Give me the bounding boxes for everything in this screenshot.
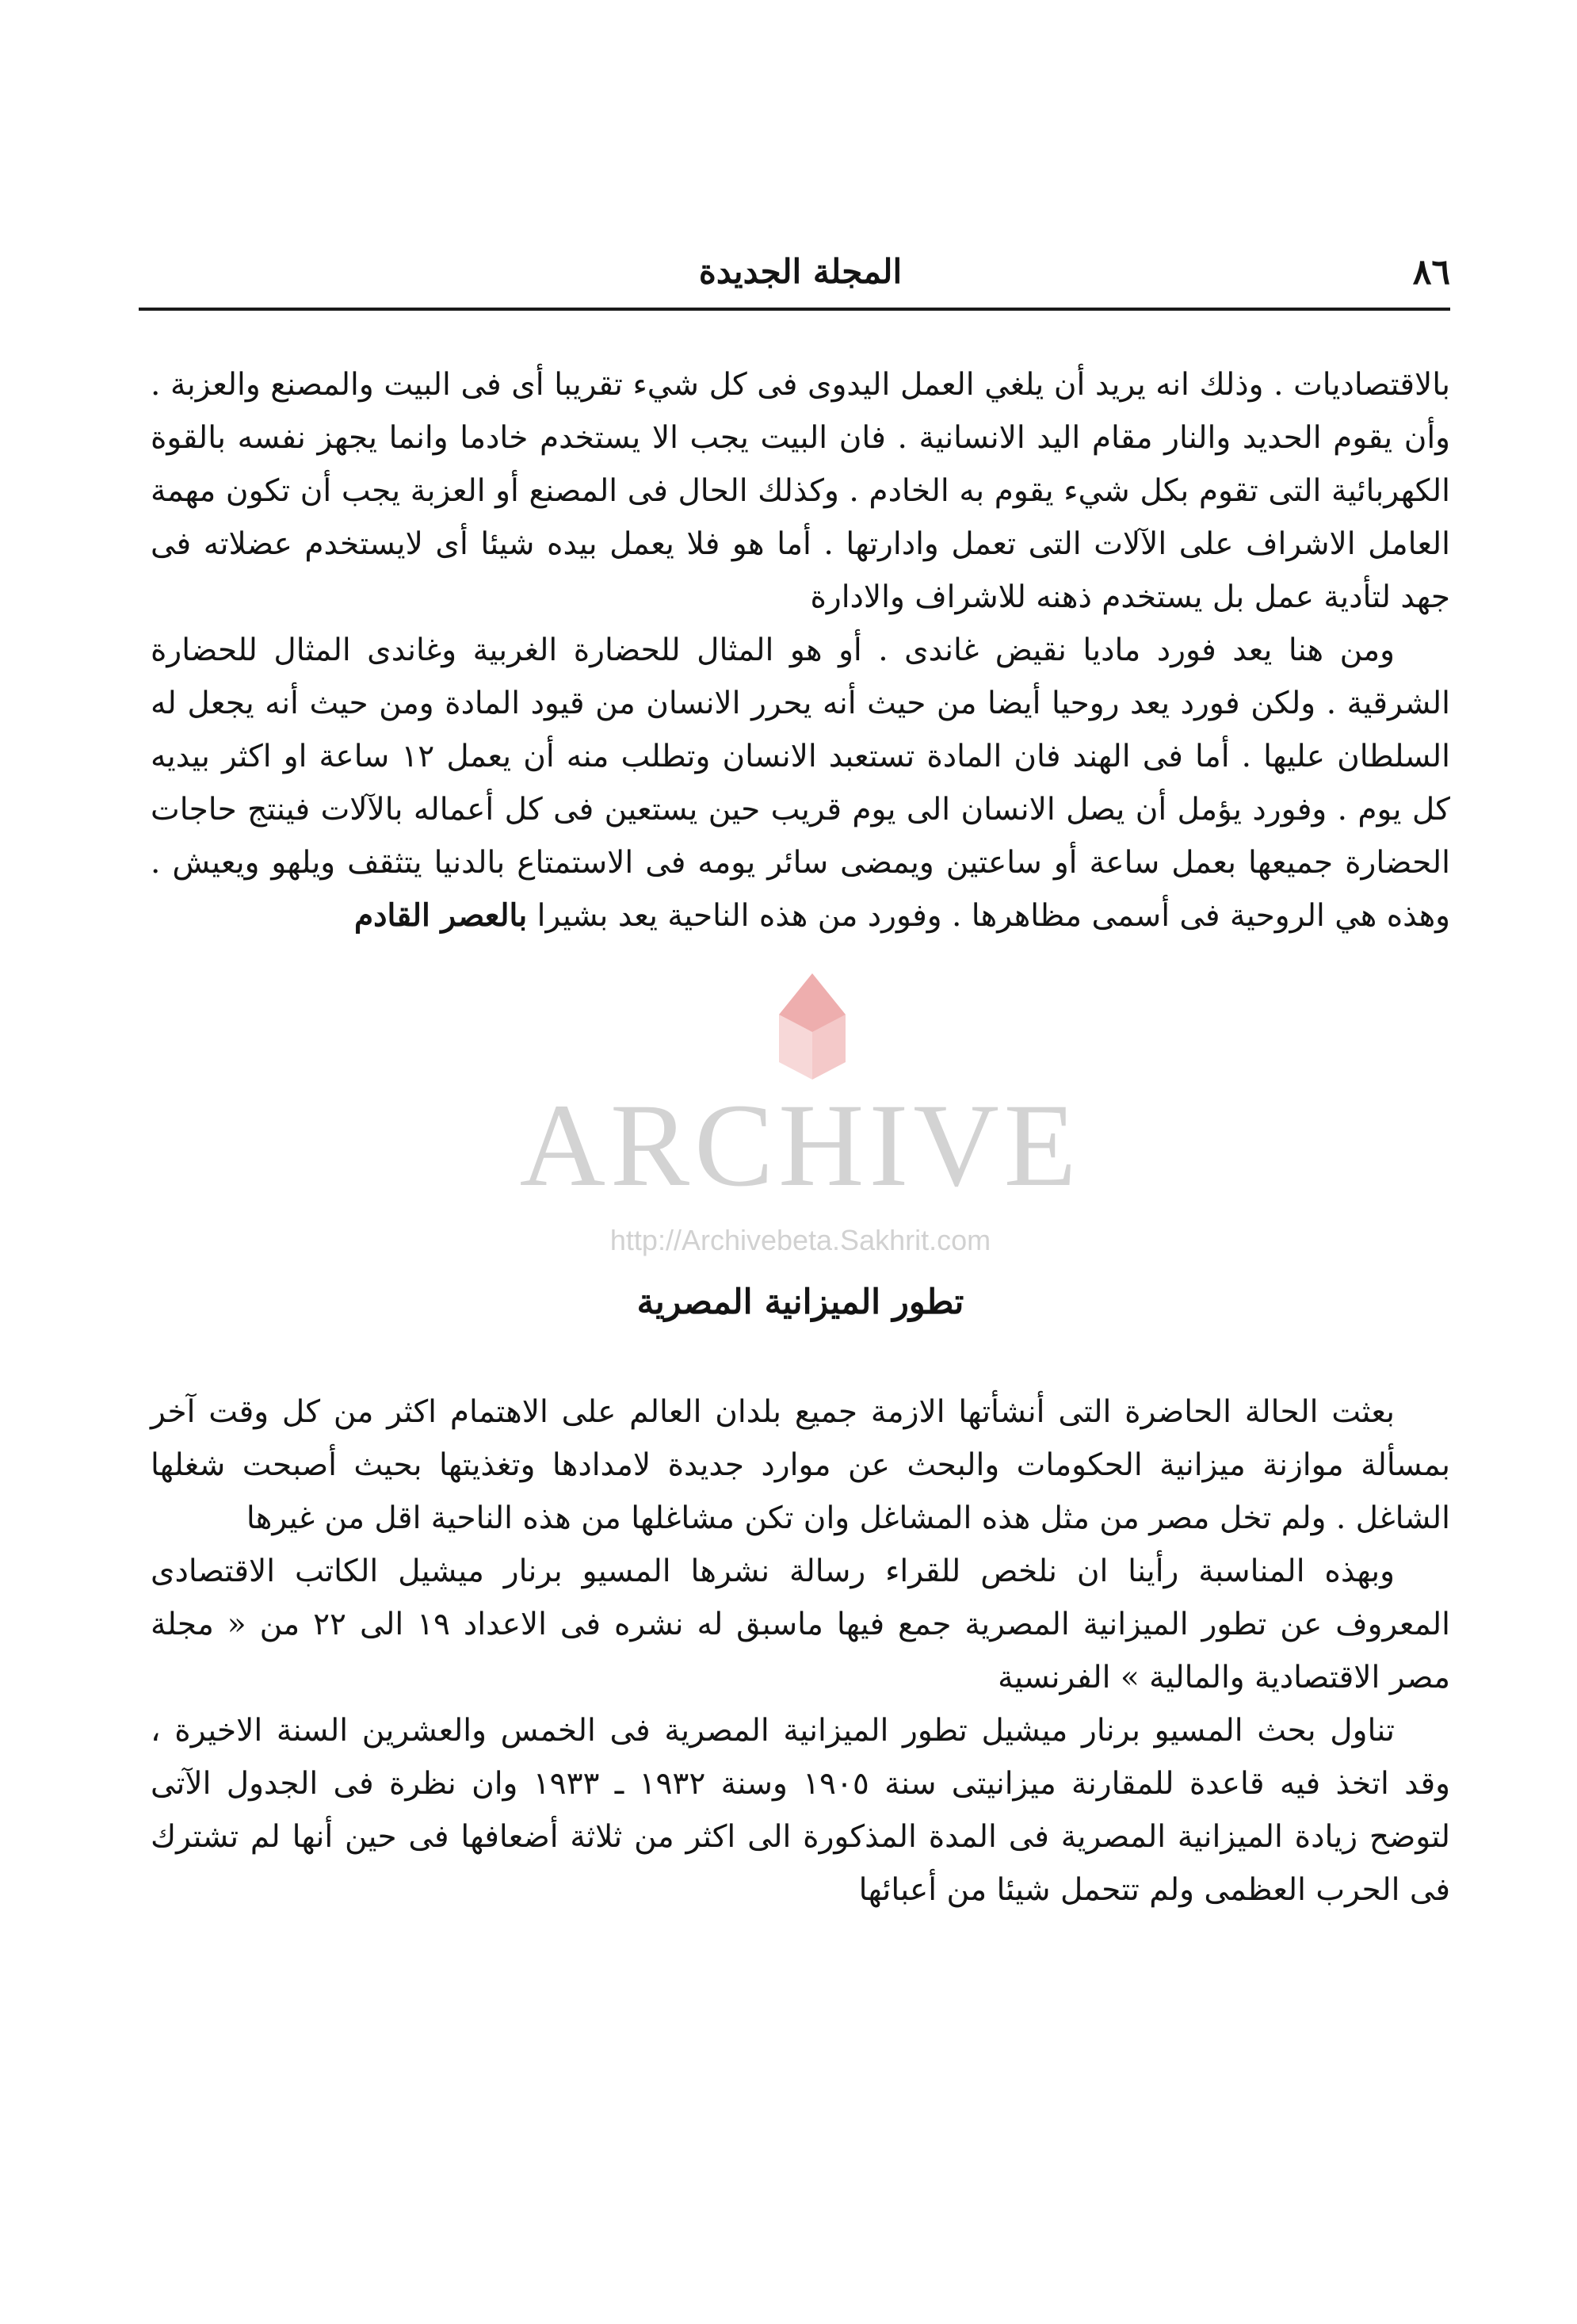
journal-title: المجلة الجديدة [698, 252, 903, 291]
section-heading: تطور الميزانية المصرية [636, 1282, 964, 1322]
paragraph-2-text: ومن هنا يعد فورد ماديا نقيض غاندى . أو هو المثال للحضارة الغربية وغاندى المثال للحضارة الشرقية . ولكن فورد يعد روحيا أيضا من حيث أنه يحرر الانسان من قيود المادة ومن حيث أنه يجعل له السلطان عليها . أما فى الهند فان المادة تستعبد الانسان وتطلب منه أن يعمل ١٢ ساعة او اكثر بيديه كل يوم . وفورد يؤمل أن يصل الانسان الى يوم قريب حين يستعين فى كل أعماله بالآلات فينتج حاجات الحضارة جميعها بعمل ساعة أو ساعتين ويمضى سائر يومه فى الاستمتاع بالدنيا يتثقف ويلهو ويعيش . وهذه هي الروحية فى أسمى مظاهرها . وفورد من هذه الناحية يعد [151, 633, 1451, 934]
page-number: ٨٦ [1412, 252, 1450, 292]
paragraph-5: تناول بحث المسيو برنار ميشيل تطور الميزانية المصرية فى الخمس والعشرين السنة الاخيرة ، وقد اتخذ فيه قاعدة للمقارنة ميزانيتى سنة ١٩٠٥ وسنة ١٩٣٢ ـ ١٩٣٣ وان نظرة فى الجدول الآتى لتوضح زيادة الميزانية المصرية فى المدة المذكورة الى اكثر من ثلاثة أضعافها فى حين أنها لم تشترك فى الحرب العظمى ولم تتحمل شيئا من أعبائها [151, 1713, 1451, 1908]
paragraph-3: بعثت الحالة الحاضرة التى أنشأتها الازمة جميع بلدان العالم على الاهتمام اكثر من كل وقت آخر بمسألة موازنة ميزانية الحكومات والبحث عن موارد جديدة لامدادها وتغذيتها بحيث أصبحت شغلها الشاغل . ولم تخل مصر من مثل هذه المشاغل وان تكن مشاغلها من هذه الناحية اقل من غيرها [151, 1394, 1450, 1536]
paragraph-2-last-word: بشيرا [536, 898, 609, 934]
text-block-lower [151, 1386, 1450, 1917]
header-rule [139, 308, 1450, 311]
paragraph-4: وبهذه المناسبة رأينا ان نلخص للقراء رسالة نشرها المسيو برنار ميشيل الكاتب الاقتصادى المعروف عن تطور الميزانية المصرية جمع فيها ماسبق له نشره فى الاعداد ١٩ الى ٢٢ من « مجلة مصر الاقتصادية والمالية » الفرنسية [151, 1554, 1451, 1695]
book-logo-icon [757, 967, 868, 1086]
paragraph-2-bold-phrase: بالعصر القادم [354, 897, 528, 934]
watermark-text: ARCHIVE [519, 1080, 1082, 1211]
paragraph-1: بالاقتصاديات . وذلك انه يريد أن يلغي العمل اليدوى فى كل شيء تقريبا أى فى البيت والمصنع والعزبة . وأن يقوم الحديد والنار مقام اليد الانسانية . فان البيت يجب الا يستخدم خادما وانما يجهز نفسه بالقوة الكهربائية التى تقوم بكل شيء يقوم به الخادم . وكذلك الحال فى المصنع أو العزبة يجب أن تكون مهمة العامل الاشراف على الآلات التى تعمل وادارتها . أما هو فلا يعمل بيده شيئا أى لايستخدم عضلاته فى جهد لتأدية عمل بل يستخدم ذهنه للاشراف والادارة [151, 367, 1450, 615]
watermark-url: http://Archivebeta.Sakhrit.com [609, 1224, 991, 1256]
paragraph-2 [151, 624, 1450, 942]
archive-watermark [444, 967, 1157, 1300]
text-block-upper [151, 358, 1450, 942]
page-header [151, 252, 1450, 301]
